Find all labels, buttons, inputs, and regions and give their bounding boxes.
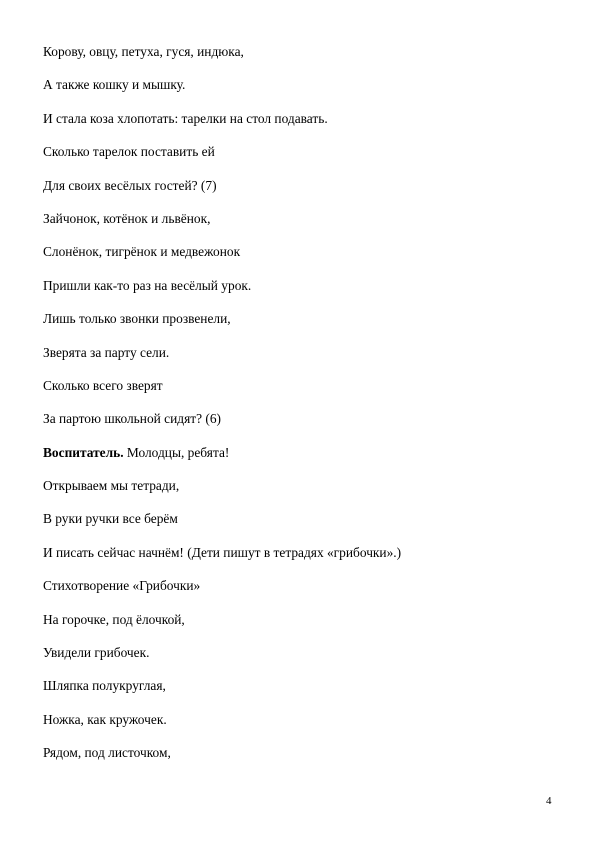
text-line: Корову, овцу, петуха, гуся, индюка, (43, 44, 244, 59)
text-lines (43, 43, 563, 778)
text-line: Лишь только звонки прозвенели, (43, 311, 231, 327)
speaker-text: Молодцы, ребята! (123, 444, 230, 460)
text-line: Слонёнок, тигрёнок и медвежонок (43, 244, 241, 260)
text-line: И стала коза хлопотать: тарелки на стол подавать. (43, 110, 328, 126)
text-line: А также кошку и мышку. (43, 77, 186, 93)
page-number: 4 (546, 795, 552, 807)
text-line: Шляпка полукруглая, (43, 678, 166, 694)
text-line: В руки ручки все берём (43, 511, 178, 527)
text-line: Ножка, как кружочек. (43, 711, 167, 727)
text-line: И писать сейчас начнём! (Дети пишут в тетрадях «грибочки».) (43, 544, 402, 560)
text-line: Зайчонок, котёнок и львёнок, (43, 210, 211, 226)
text-line: Пришли как-то раз на весёлый урок. (43, 277, 252, 293)
text-line: Открываем мы тетради, (43, 478, 180, 494)
text-line: Рядом, под листочком, (43, 745, 171, 761)
text-line: Зверята за парту сели. (43, 344, 170, 360)
text-line: Сколько тарелок поставить ей (43, 144, 215, 160)
text-line: Стихотворение «Грибочки» (43, 578, 201, 594)
text-line: Увидели грибочек. (43, 645, 150, 661)
speaker-label: Воспитатель. (43, 444, 124, 460)
text-line: Для своих весёлых гостей? (7) (43, 177, 217, 193)
text-line: На горочке, под ёлочкой, (43, 611, 185, 627)
text-line: Сколько всего зверят (43, 377, 163, 393)
speaker-line (43, 444, 563, 477)
text-line: За партою школьной сидят? (6) (43, 411, 222, 427)
